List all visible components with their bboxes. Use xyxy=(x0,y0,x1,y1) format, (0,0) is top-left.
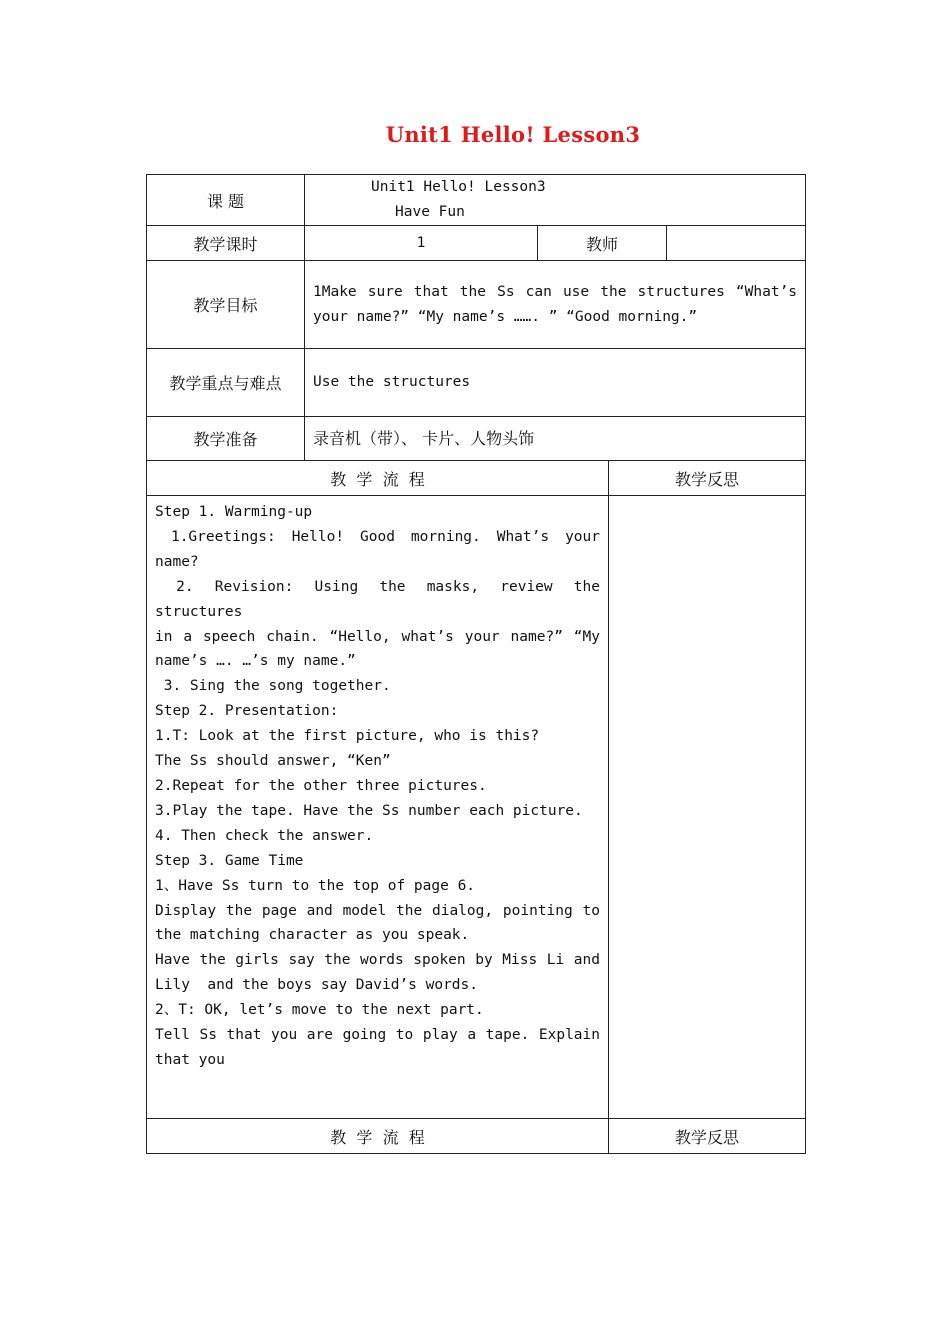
process-line: in a speech chain. “Hello, what’s your name?” “My xyxy=(155,628,600,645)
topic-line-1: Unit1 Hello! Lesson3 xyxy=(371,179,546,195)
process-footer: 教 学 流 程 xyxy=(147,1119,609,1154)
key-points-label: 教学重点与难点 xyxy=(147,349,305,417)
preparation-text: 录音机（带）、 卡片、人物头饰 xyxy=(313,429,535,448)
process-line: Step 1. Warming-up xyxy=(155,504,313,520)
process-line: 3.Play the tape. Have the Ss number each picture. xyxy=(155,802,583,819)
process-line: the matching character as you speak. xyxy=(155,927,470,944)
process-line: 2、T: OK, let’s move to the next part. xyxy=(155,1002,484,1019)
process-line: 1、Have Ss turn to the top of page 6. xyxy=(155,877,476,894)
document-title: Unit1 Hello! Lesson3 xyxy=(385,122,641,147)
preparation-label: 教学准备 xyxy=(147,417,305,461)
process-line: Step 2. Presentation: xyxy=(155,703,339,720)
key-points-row xyxy=(147,349,806,417)
process-line: Tell Ss that you are going to play a tape. Explain xyxy=(155,1027,600,1044)
process-line: Lily and the boys say David’s words. xyxy=(155,977,479,994)
topic-value xyxy=(305,175,806,226)
key-points-text: Use the structures xyxy=(313,374,471,390)
goal-label: 教学目标 xyxy=(147,261,305,349)
topic-row xyxy=(147,175,806,226)
teacher-value xyxy=(667,226,806,261)
reflection-content xyxy=(609,496,806,1119)
lesson-plan-table xyxy=(146,174,806,1154)
goal-text: 1Make sure that the Ss can use the structures “What’s your name?” “My name’s ……. ” “Good morning.” xyxy=(313,283,798,325)
process-content-row xyxy=(147,496,806,1119)
reflection-footer: 教学反思 xyxy=(609,1119,806,1154)
process-header-row xyxy=(147,461,806,496)
process-line: 1.T: Look at the first picture, who is this? xyxy=(155,728,540,745)
process-line: 1.Greetings: Hello! Good morning. What’s your name? xyxy=(155,528,609,570)
teacher-label: 教师 xyxy=(538,226,667,261)
process-line: 3. Sing the song together. xyxy=(155,678,391,695)
process-line: Step 3. Game Time xyxy=(155,852,304,869)
process-line: Display the page and model the dialog, pointing to xyxy=(155,902,600,919)
process-line: 2. Revision: Using the masks, review the structures xyxy=(155,578,609,620)
process-content xyxy=(147,496,609,1119)
goal-cell xyxy=(305,261,806,349)
period-value: 1 xyxy=(305,226,538,261)
period-row xyxy=(147,226,806,261)
period-label: 教学课时 xyxy=(147,226,305,261)
key-points-cell xyxy=(305,349,806,417)
process-line: name’s …. …’s my name.” xyxy=(155,653,356,670)
topic-label: 课 题 xyxy=(147,175,305,226)
goal-row xyxy=(147,261,806,349)
topic-line-2: Have Fun xyxy=(395,204,465,220)
process-footer-row xyxy=(147,1119,806,1154)
reflection-header: 教学反思 xyxy=(609,461,806,496)
process-line: Have the girls say the words spoken by Miss Li and xyxy=(155,952,600,969)
process-line: 2.Repeat for the other three pictures. xyxy=(155,777,487,794)
process-line: 4. Then check the answer. xyxy=(155,827,374,844)
preparation-row xyxy=(147,417,806,461)
process-line: The Ss should answer, “Ken” xyxy=(155,753,391,770)
preparation-cell xyxy=(305,417,806,461)
process-header: 教 学 流 程 xyxy=(147,461,609,496)
process-line: that you xyxy=(155,1051,225,1068)
